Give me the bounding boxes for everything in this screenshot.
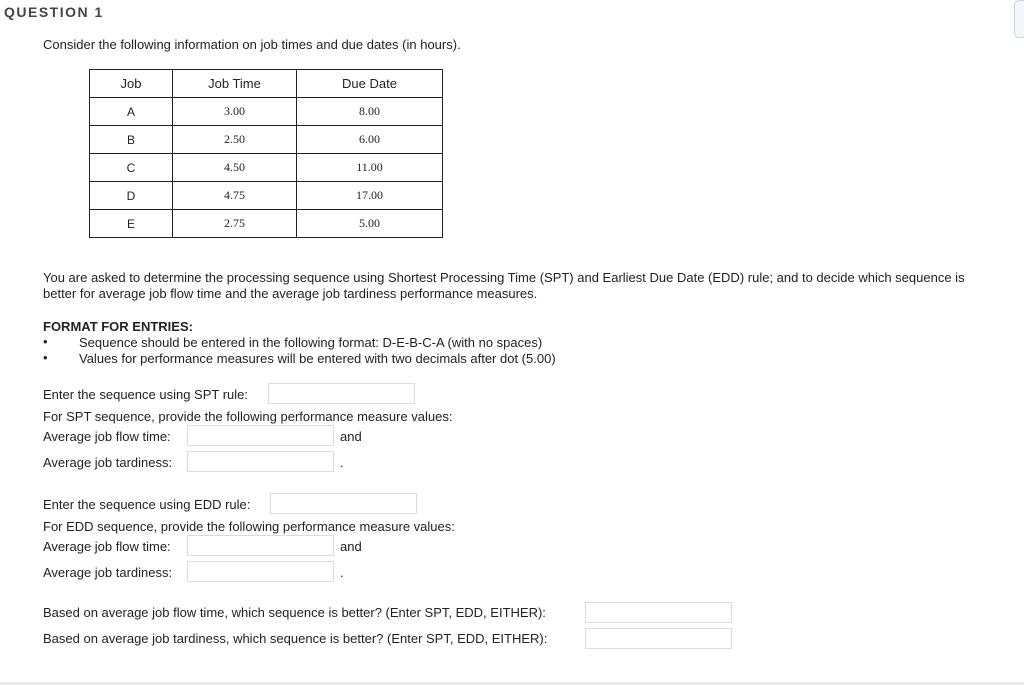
spt-measures-label: For SPT sequence, provide the following performance measure values: bbox=[43, 409, 453, 424]
compare-tardiness-input[interactable] bbox=[585, 628, 732, 649]
edd-flow-time-input[interactable] bbox=[187, 535, 334, 556]
edd-flow-label: Average job flow time: bbox=[43, 539, 171, 554]
due-date-cell: 6.00 bbox=[297, 126, 443, 154]
format-bullet-text: Values for performance measures will be entered with two decimals after dot (5.00) bbox=[79, 351, 556, 366]
edd-sequence-label: Enter the sequence using EDD rule: bbox=[43, 497, 251, 512]
table-row bbox=[90, 126, 443, 154]
bullet-dot-icon: • bbox=[43, 350, 48, 365]
edd-tardiness-period: . bbox=[340, 565, 344, 580]
spt-flow-and: and bbox=[340, 429, 362, 444]
compare-flow-label: Based on average job flow time, which sequence is better? (Enter SPT, EDD, EITHER): bbox=[43, 605, 546, 620]
spt-flow-time-input[interactable] bbox=[187, 425, 334, 446]
job-time-cell: 2.75 bbox=[173, 210, 297, 238]
table-row bbox=[90, 98, 443, 126]
format-title: FORMAT FOR ENTRIES: bbox=[43, 319, 193, 334]
job-cell: B bbox=[90, 126, 173, 154]
question-title: QUESTION 1 bbox=[4, 4, 104, 20]
job-cell: C bbox=[90, 154, 173, 182]
compare-flow-input[interactable] bbox=[585, 602, 732, 623]
job-time-cell: 4.50 bbox=[173, 154, 297, 182]
instructions-paragraph: You are asked to determine the processing sequence using Shortest Processing Time (SPT) and Earliest Due Date (EDD) rule; and to decide which sequence is better for average job flow time and the average job tardiness performance measures. bbox=[43, 270, 965, 301]
edd-tardiness-label: Average job tardiness: bbox=[43, 565, 173, 580]
due-date-cell: 5.00 bbox=[297, 210, 443, 238]
table-row bbox=[90, 210, 443, 238]
edd-sequence-input[interactable] bbox=[270, 493, 417, 514]
table-header-row bbox=[90, 70, 443, 98]
job-cell: E bbox=[90, 210, 173, 238]
table-row bbox=[90, 182, 443, 210]
edd-flow-and: and bbox=[340, 539, 362, 554]
job-time-cell: 2.50 bbox=[173, 126, 297, 154]
header-job: Job bbox=[90, 70, 173, 98]
job-cell: D bbox=[90, 182, 173, 210]
edd-tardiness-input[interactable] bbox=[187, 561, 334, 582]
spt-tardiness-label: Average job tardiness: bbox=[43, 455, 173, 470]
job-time-cell: 4.75 bbox=[173, 182, 297, 210]
header-job-time: Job Time bbox=[173, 70, 297, 98]
side-panel-tab[interactable] bbox=[1014, 0, 1024, 38]
edd-measures-label: For EDD sequence, provide the following performance measure values: bbox=[43, 519, 455, 534]
format-bullet-text: Sequence should be entered in the following format: D-E-B-C-A (with no spaces) bbox=[79, 335, 543, 350]
header-due-date: Due Date bbox=[297, 70, 443, 98]
due-date-cell: 11.00 bbox=[297, 154, 443, 182]
job-cell: A bbox=[90, 98, 173, 126]
spt-tardiness-input[interactable] bbox=[187, 451, 334, 472]
due-date-cell: 8.00 bbox=[297, 98, 443, 126]
job-table bbox=[89, 69, 443, 238]
spt-sequence-input[interactable] bbox=[268, 383, 415, 404]
due-date-cell: 17.00 bbox=[297, 182, 443, 210]
compare-tardiness-label: Based on average job tardiness, which sequence is better? (Enter SPT, EDD, EITHER): bbox=[43, 631, 548, 646]
intro-text: Consider the following information on job times and due dates (in hours). bbox=[43, 37, 461, 52]
bullet-dot-icon: • bbox=[43, 334, 48, 349]
spt-tardiness-period: . bbox=[340, 455, 344, 470]
spt-sequence-label: Enter the sequence using SPT rule: bbox=[43, 387, 248, 402]
job-time-cell: 3.00 bbox=[173, 98, 297, 126]
spt-flow-label: Average job flow time: bbox=[43, 429, 171, 444]
table-row bbox=[90, 154, 443, 182]
